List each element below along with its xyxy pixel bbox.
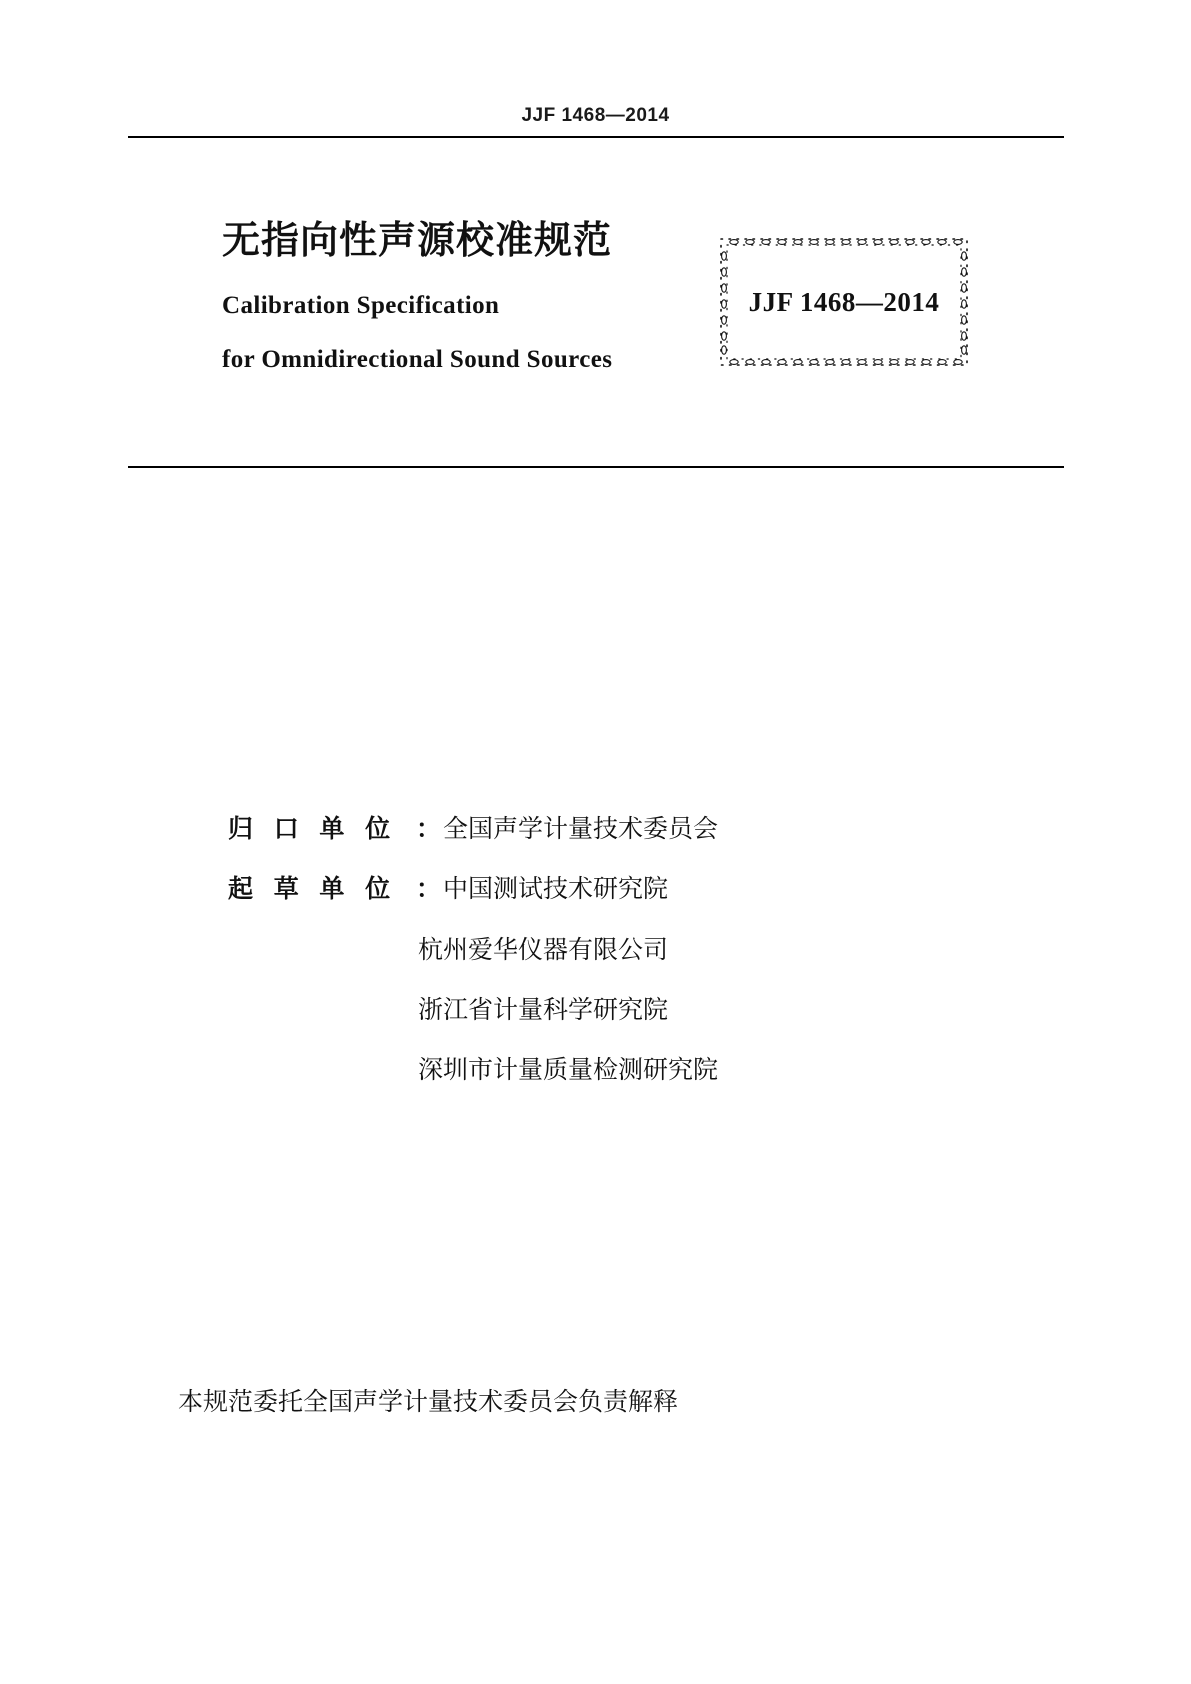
organization-value-oversight: 全国声学计量技术委员会 [443,814,719,843]
organization-value-drafting: 中国测试技术研究院 [443,873,669,903]
header-rule-top [128,136,1064,138]
page-header [0,105,1191,127]
organization-colon-oversight: ： [416,814,442,843]
organization-label-drafting: 起 草 单 位 [228,873,397,903]
title-chinese: 无指向性声源校准规范 [222,218,613,262]
standard-code-box [718,236,970,368]
organization-colon-drafting: ： [416,873,442,903]
title-block [222,218,742,374]
organization-drafting-extra-1: 杭州爱华仪器有限公司 [418,934,669,964]
standard-code-text: JJF 1468—2014 [748,286,940,317]
organizations-block [228,812,988,1110]
interpretation-footnote: 本规范委托全国声学计量技术委员会负责解释 [178,1387,679,1416]
organization-row-drafting [228,872,988,906]
organization-label-oversight: 归 口 单 位 [228,814,397,843]
title-english-line2: for Omnidirectional Sound Sources [222,345,613,373]
header-rule-bottom [128,466,1064,468]
title-english-line1: Calibration Specification [222,291,500,319]
header-standard-code: JJF 1468—2014 [521,105,670,126]
organization-drafting-extra-2: 浙江省计量科学研究院 [418,994,669,1024]
organization-row-oversight [228,812,988,846]
organization-drafting-extra-3: 深圳市计量质量检测研究院 [418,1054,719,1084]
